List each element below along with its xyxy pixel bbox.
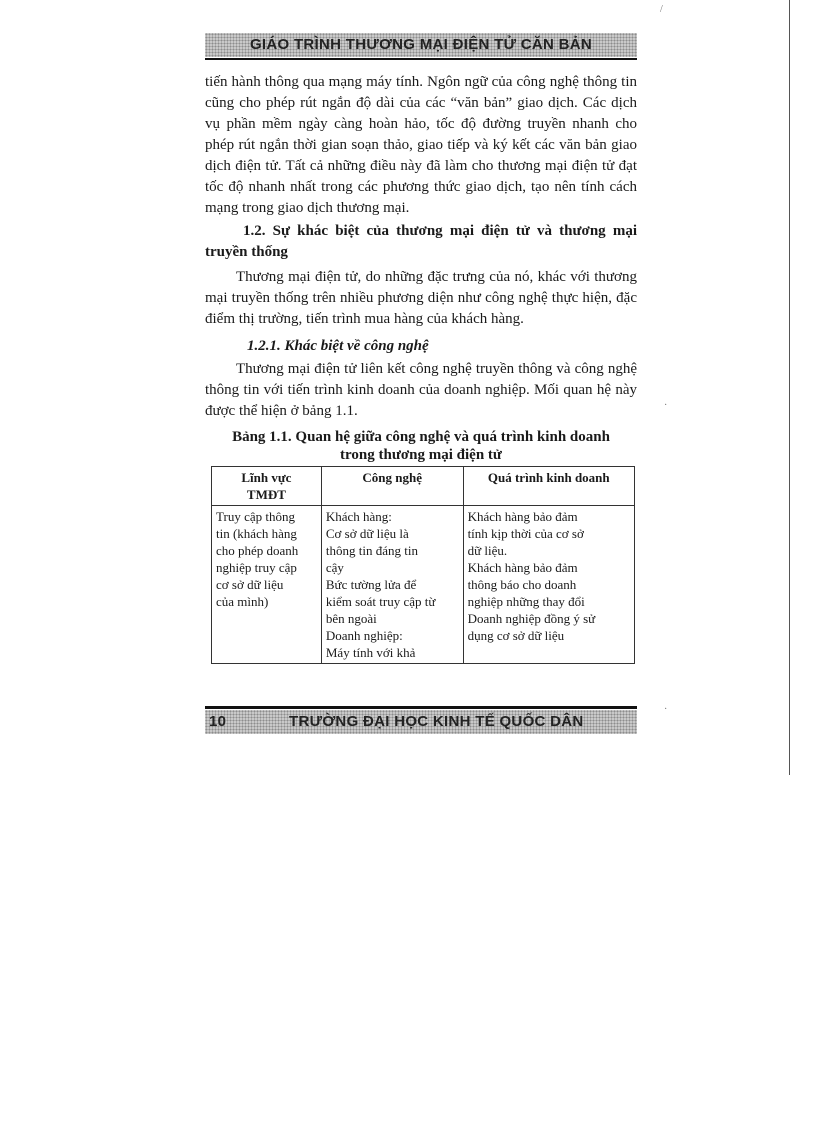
section-heading-1-2: 1.2. Sự khác biệt của thương mại điện tử và thương mại truyền thống — [205, 223, 637, 260]
header-cell-business-process: Quá trình kinh doanh — [463, 467, 634, 506]
table-cell-business-process: Khách hàng bảo đảm tính kịp thời của cơ sở dữ liệu. Khách hàng bảo đảm thông báo cho doanh nghiệp những thay đổi Doanh nghiệp đồng ý sử dụng cơ sở dữ liệu — [463, 506, 634, 664]
page-number: 10 — [209, 713, 227, 730]
running-footer — [205, 710, 637, 734]
paragraph-continuation: tiến hành thông qua mạng máy tính. Ngôn ngữ của công nghệ thông tin cũng cho phép rút ngắn độ dài của các “văn bản” giao dịch. Các dịch vụ phần mềm ngày càng hoàn hảo, tốc độ đường truyền nhanh cho phép rút ngắn thời gian soạn thảo, giao tiếp và ký kết các văn bản giao dịch điện tử. Tất cả những điều này đã làm cho thương mại điện tử đạt tốc độ nhanh nhất trong các phương thức giao dịch, tạo nên tính cách mạng trong giao dịch thương mại. — [205, 74, 637, 216]
scan-speck: / — [660, 4, 663, 15]
table-header-row — [212, 467, 635, 506]
header-cell-technology: Công nghệ — [321, 467, 463, 506]
paragraph-technology: Thương mại điện tử liên kết công nghệ truyền thông và công nghệ thông tin với tiến trình kinh doanh của doanh nghiệp. Mối quan hệ này được thể hiện ở bảng 1.1. — [205, 361, 637, 419]
table-cell-field: Truy cập thông tin (khách hàng cho phép doanh nghiệp truy cập cơ sở dữ liệu của mình) — [212, 506, 322, 664]
scan-speck: · — [664, 704, 668, 715]
footer-university: TRƯỜNG ĐẠI HỌC KINH TẾ QUỐC DÂN — [289, 713, 584, 730]
relationship-table — [211, 466, 635, 664]
running-header — [205, 33, 637, 57]
table-caption-line2: trong thương mại điện tử — [340, 447, 502, 463]
table-caption-line1: Bảng 1.1. Quan hệ giữa công nghệ và quá trình kinh doanh — [232, 429, 610, 445]
header-rule — [205, 58, 637, 60]
table-row — [212, 506, 635, 664]
header-cell-field: Lĩnh vực TMĐT — [212, 467, 322, 506]
table-caption — [205, 428, 637, 464]
scan-speck: · — [664, 400, 668, 411]
footer-rule — [205, 706, 637, 709]
page-body — [205, 72, 637, 664]
table-cell-technology: Khách hàng: Cơ sở dữ liệu là thông tin đáng tin cậy Bức tường lửa để kiểm soát truy cập từ bên ngoài Doanh nghiệp: Máy tính với khả — [321, 506, 463, 664]
running-header-title: GIÁO TRÌNH THƯƠNG MẠI ĐIỆN TỬ CĂN BẢN — [249, 36, 593, 53]
scan-edge-line — [789, 0, 790, 775]
subsection-heading-1-2-1: 1.2.1. Khác biệt về công nghệ — [247, 338, 429, 354]
paragraph-section-intro: Thương mại điện tử, do những đặc trưng của nó, khác với thương mại truyền thống trên nhiều phương diện như công nghệ thực hiện, đặc điểm thị trường, tiến trình mua hàng của khách hàng. — [205, 269, 637, 327]
